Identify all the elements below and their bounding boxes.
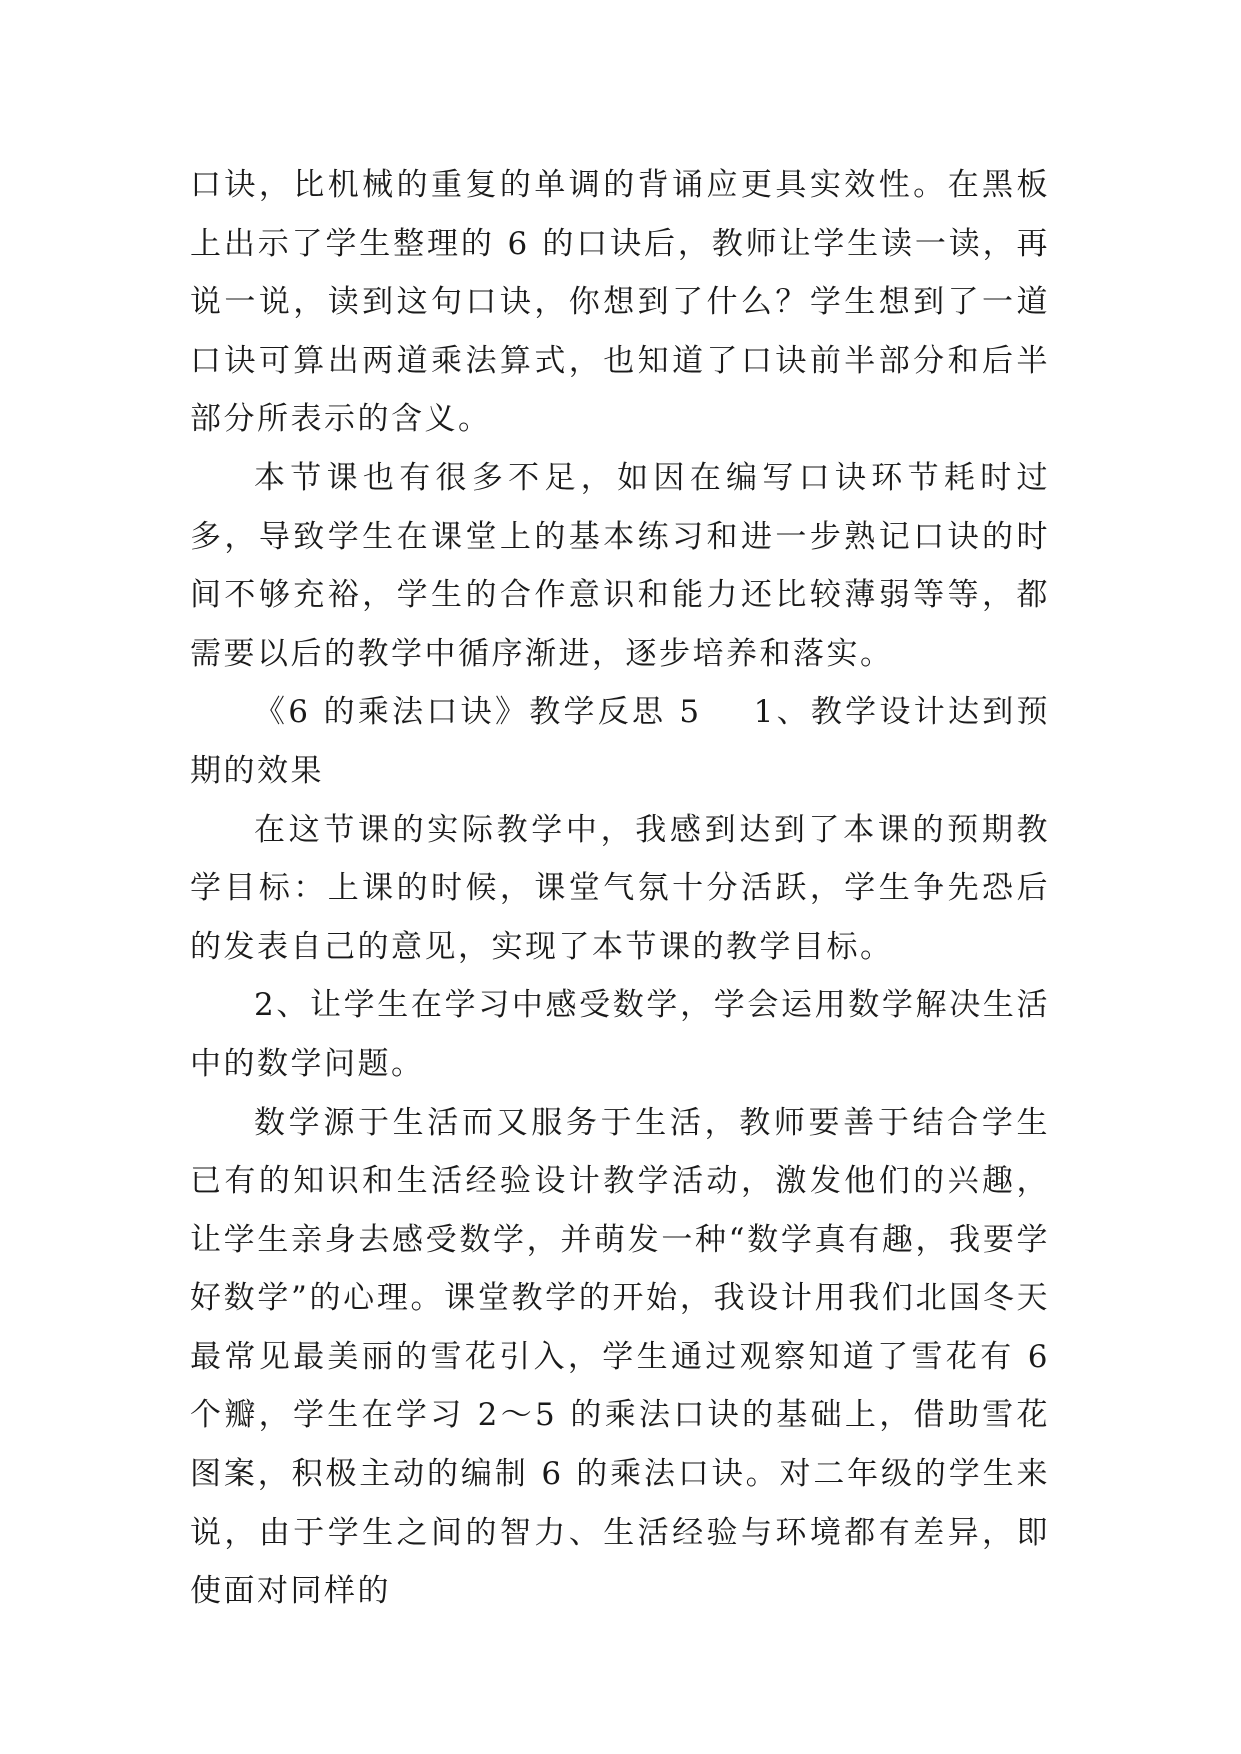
document-body <box>190 156 1050 1621</box>
paragraph-5: 2、让学生在学习中感受数学，学会运用数学解决生活中的数学问题。 <box>190 987 1050 1082</box>
paragraph-4: 在这节课的实际教学中，我感到达到了本课的预期教学目标：上课的时候，课堂气氛十分活跃，学生争先恐后的发表自己的意见，实现了本节课的教学目标。 <box>190 811 1050 965</box>
paragraph-3-heading <box>190 683 1050 800</box>
paragraph-6: 数学源于生活而又服务于生活，教师要善于结合学生已有的知识和生活经验设计教学活动，激发他们的兴趣，让学生亲身去感受数学，并萌发一种“数学真有趣，我要学好数学”的心理。课堂教学的开始，我设计用我们北国冬天最常见最美丽的雪花引入，学生通过观察知道了雪花有 6 个瓣，学生在学习 2～5 的乘法口诀的基础上，借助雪花图案，积极主动的编制 6 的乘法口诀。对二年级的学生来说，由于学生之间的智力、生活经验与环境都有差异，即使面对同样的 <box>190 1104 1050 1610</box>
section-1-title: 1、教学设计达到预期的效果 <box>190 694 1050 789</box>
paragraph-1: 口诀，比机械的重复的单调的背诵应更具实效性。在黑板上出示了学生整理的 6 的口诀后，教师让学生读一读，再说一说，读到这句口诀，你想到了什么？学生想到了一道口诀可算出两道乘法算式，也知道了口诀前半部分和后半部分所表示的含义。 <box>190 167 1050 438</box>
reflection-title: 《6 的乘法口诀》教学反思 5 <box>254 694 702 731</box>
paragraph-2: 本节课也有很多不足，如因在编写口诀环节耗时过多，导致学生在课堂上的基本练习和进一步熟记口诀的时间不够充裕，学生的合作意识和能力还比较薄弱等等，都需要以后的教学中循序渐进，逐步培养和落实。 <box>190 459 1050 672</box>
